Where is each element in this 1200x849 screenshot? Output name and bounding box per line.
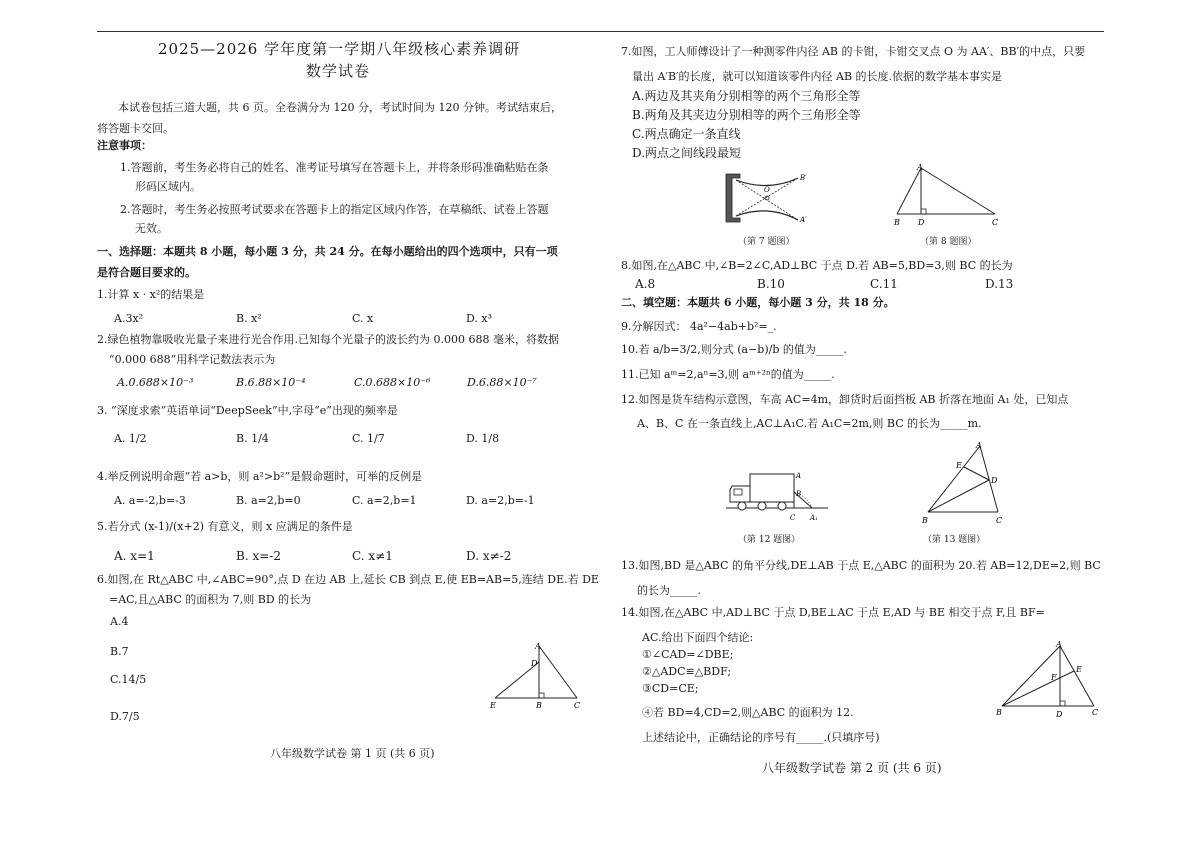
q8-figure — [885, 162, 1005, 232]
q6-figure — [487, 640, 587, 715]
svg-text:A: A — [917, 163, 923, 172]
question-9: 9.分解因式： 4a²−4ab+b²=_. — [621, 320, 777, 333]
q2-option-a: A.0.688×10⁻³ — [117, 376, 194, 389]
q5-option-d: D. x≠-2 — [466, 549, 512, 563]
page-subtitle: 数学试卷 — [306, 62, 371, 80]
svg-text:B: B — [894, 218, 900, 227]
q1-option-d: D. x³ — [466, 312, 493, 325]
q8-option-d: D.13 — [985, 277, 1014, 291]
page-1-footer: 八年级数学试卷 第 1 页 (共 6 页) — [270, 747, 435, 760]
q14-conclusion-1: ①∠CAD=∠DBE; — [642, 648, 734, 661]
q2-option-d: D.6.88×10⁻⁷ — [467, 376, 537, 389]
q1-option-c: C. x — [352, 312, 374, 325]
svg-text:D: D — [531, 659, 538, 668]
q14-conclusion-4: ④若 BD=4,CD=2,则△ABC 的面积为 12. — [642, 706, 854, 719]
question-13a: 13.如图,BD 是△ABC 的角平分线,DE⊥AB 于点 E,△ABC 的面积为 20.若 AB=12,DE=2,则 BC — [621, 559, 1101, 572]
svg-text:D: D — [1056, 710, 1063, 719]
question-5: 5.若分式 (x-1)/(x+2) 有意义，则 x 应满足的条件是 — [97, 520, 353, 533]
page-2-footer: 八年级数学试卷 第 2 页 (共 6 页) — [762, 761, 942, 775]
page-title: 2025—2026 学年度第一学期八年级核心素养调研 — [158, 40, 521, 58]
svg-text:A₁: A₁ — [810, 514, 818, 522]
svg-text:C: C — [996, 516, 1003, 525]
question-8: 8.如图,在△ABC 中,∠B=2∠C,AD⊥BC 于点 D.若 AB=5,BD=3,则 BC 的长为 — [621, 259, 1013, 272]
q6-option-b: B.7 — [110, 645, 129, 658]
q7-option-a: A.两边及其夹角分别相等的两个三角形全等 — [632, 89, 861, 103]
question-7a: 7.如图，工人师傅设计了一种测零件内径 AB 的卡钳，卡钳交叉点 O 为 AA′、BB′的中点，只要 — [621, 45, 1086, 58]
svg-text:C: C — [1092, 708, 1099, 717]
question-2b: “0.000 688”用科学记数法表示为 — [109, 353, 276, 366]
q7-option-d: D.两点之间线段最短 — [632, 146, 742, 160]
question-14b: AC.给出下面四个结论: — [642, 631, 754, 644]
q4-option-b: B. a=2,b=0 — [236, 494, 301, 507]
notice-2a: 2.答题时，考生务必按照考试要求在答题卡上的指定区域内作答，在草稿纸、试卷上答题 — [120, 203, 549, 216]
notice-1b: 形码区域内。 — [135, 180, 201, 193]
section-2-heading: 二、填空题：本题共 6 小题，每小题 3 分，共 18 分。 — [621, 296, 895, 309]
q6-option-c: C.14/5 — [110, 673, 147, 686]
q1-option-a: A.3x² — [114, 312, 144, 325]
q1-option-b: B. x² — [236, 312, 262, 325]
notice-1a: 1.答题前，考生务必将自己的姓名、准考证号填写在答题卡上，并将条形码准确粘贴在条 — [120, 161, 549, 174]
q13-figure — [918, 440, 1008, 528]
svg-text:D: D — [918, 218, 925, 227]
q14-conclusion-2: ②△ADC≌△BDF; — [642, 665, 732, 678]
top-rule — [97, 31, 1104, 32]
svg-text:B: B — [996, 708, 1002, 717]
question-12a: 12.如图是货车结构示意图，车高 AC=4m，卸货时后面挡板 AB 折落在地面 A₁ 处，已知点 — [621, 393, 1069, 406]
question-4: 4.举反例说明命题“若 a>b，则 a²>b²”是假命题时，可举的反例是 — [97, 470, 423, 483]
q5-option-b: B. x=-2 — [236, 549, 281, 563]
fig12-caption: （第 12 题图） — [738, 535, 801, 545]
q4-option-c: C. a=2,b=1 — [352, 494, 417, 507]
svg-text:B′: B′ — [800, 174, 807, 182]
question-13b: 的长为_____. — [637, 584, 701, 597]
svg-text:E: E — [1076, 665, 1082, 674]
svg-text:F: F — [1051, 673, 1057, 682]
intro-line-1: 本试卷包括三道大题，共 6 页。全卷满分为 120 分，考试时间为 120 分钟。考试结束后， — [118, 101, 562, 114]
svg-text:O: O — [764, 186, 770, 194]
question-1: 1.计算 x · x²的结果是 — [97, 288, 205, 301]
svg-text:C: C — [992, 218, 999, 227]
question-14c: 上述结论中，正确结论的序号有_____.(只填序号) — [642, 731, 880, 744]
q12-figure — [722, 468, 832, 528]
q14-conclusion-3: ③CD=CE; — [642, 682, 699, 695]
q5-option-c: C. x≠1 — [352, 549, 393, 563]
q8-option-b: B.10 — [757, 277, 785, 291]
svg-text:C: C — [790, 514, 796, 522]
svg-text:E: E — [956, 461, 962, 470]
question-14a: 14.如图,在△ABC 中,AD⊥BC 于点 D,BE⊥AC 于点 E,AD 与 BE 相交于点 F,且 BF= — [621, 606, 1045, 619]
question-12b: A、B、C 在一条直线上,AC⊥A₁C.若 A₁C=2m,则 BC 的长为_____m. — [637, 417, 982, 430]
q4-option-a: A. a=-2,b=-3 — [114, 494, 186, 507]
question-2a: 2.绿色植物靠吸收光量子来进行光合作用.已知每个光量子的波长约为 0.000 688 毫米，将数据 — [97, 333, 559, 346]
q5-option-a: A. x=1 — [114, 549, 155, 563]
q6-option-a: A.4 — [110, 615, 129, 628]
notice-2b: 无效。 — [135, 222, 168, 235]
svg-text:B: B — [922, 516, 928, 525]
section-1-heading-a: 一、选择题：本题共 8 小题，每小题 3 分，共 24 分。在每小题给出的四个选项中，只有一项 — [97, 245, 558, 258]
svg-text:A: A — [535, 642, 541, 651]
question-10: 10.若 a/b=3/2,则分式 (a−b)/b 的值为_____. — [621, 343, 847, 356]
question-3: 3. “深度求索”英语单词“DeepSeek”中,字母“e”出现的频率是 — [97, 404, 398, 417]
fig7-caption: （第 7 题图） — [738, 237, 795, 247]
svg-text:A: A — [1056, 640, 1062, 649]
svg-text:A: A — [976, 441, 982, 450]
svg-text:D: D — [991, 476, 998, 485]
q2-option-b: B.6.88×10⁻⁴ — [236, 376, 306, 389]
q7-option-c: C.两点确定一条直线 — [632, 127, 741, 141]
q3-option-c: C. 1/7 — [352, 432, 385, 445]
fig13-caption: （第 13 题图） — [923, 535, 986, 545]
svg-text:C: C — [574, 701, 581, 710]
question-6b: =AC,且△ABC 的面积为 7,则 BD 的长为 — [109, 593, 312, 606]
question-7b: 量出 A′B′的长度，就可以知道该零件内径 AB 的长度.依据的数学基本事实是 — [632, 70, 1003, 83]
q7-option-b: B.两角及其夹边分别相等的两个三角形全等 — [632, 108, 861, 122]
q2-option-c: C.0.688×10⁻⁶ — [354, 376, 431, 389]
q8-option-c: C.11 — [870, 277, 898, 291]
q3-option-b: B. 1/4 — [236, 432, 269, 445]
svg-text:A: A — [796, 472, 802, 480]
notice-heading: 注意事项： — [97, 139, 152, 152]
fig8-caption: （第 8 题图） — [920, 237, 977, 247]
q6-option-d: D.7/5 — [110, 710, 140, 723]
q8-option-a: A.8 — [635, 277, 656, 291]
q3-option-d: D. 1/8 — [466, 432, 500, 445]
q14-figure — [994, 640, 1104, 720]
svg-text:B: B — [796, 490, 802, 498]
q4-option-d: D. a=2,b=-1 — [466, 494, 535, 507]
question-6a: 6.如图,在 Rt△ABC 中,∠ABC=90°,点 D 在边 AB 上,延长 CB 到点 E,使 EB=AB=5,连结 DE.若 DE — [97, 573, 599, 586]
svg-text:B: B — [536, 701, 542, 710]
section-1-heading-b: 是符合题目要求的。 — [97, 266, 196, 279]
question-11: 11.已知 aᵐ=2,aⁿ=3,则 aᵐ⁺²ⁿ的值为_____. — [621, 368, 835, 381]
svg-text:A′: A′ — [800, 216, 807, 224]
q7-figure — [720, 170, 820, 230]
svg-text:E: E — [490, 701, 496, 710]
q3-option-a: A. 1/2 — [114, 432, 147, 445]
intro-line-2: 将答题卡交回。 — [97, 122, 174, 135]
